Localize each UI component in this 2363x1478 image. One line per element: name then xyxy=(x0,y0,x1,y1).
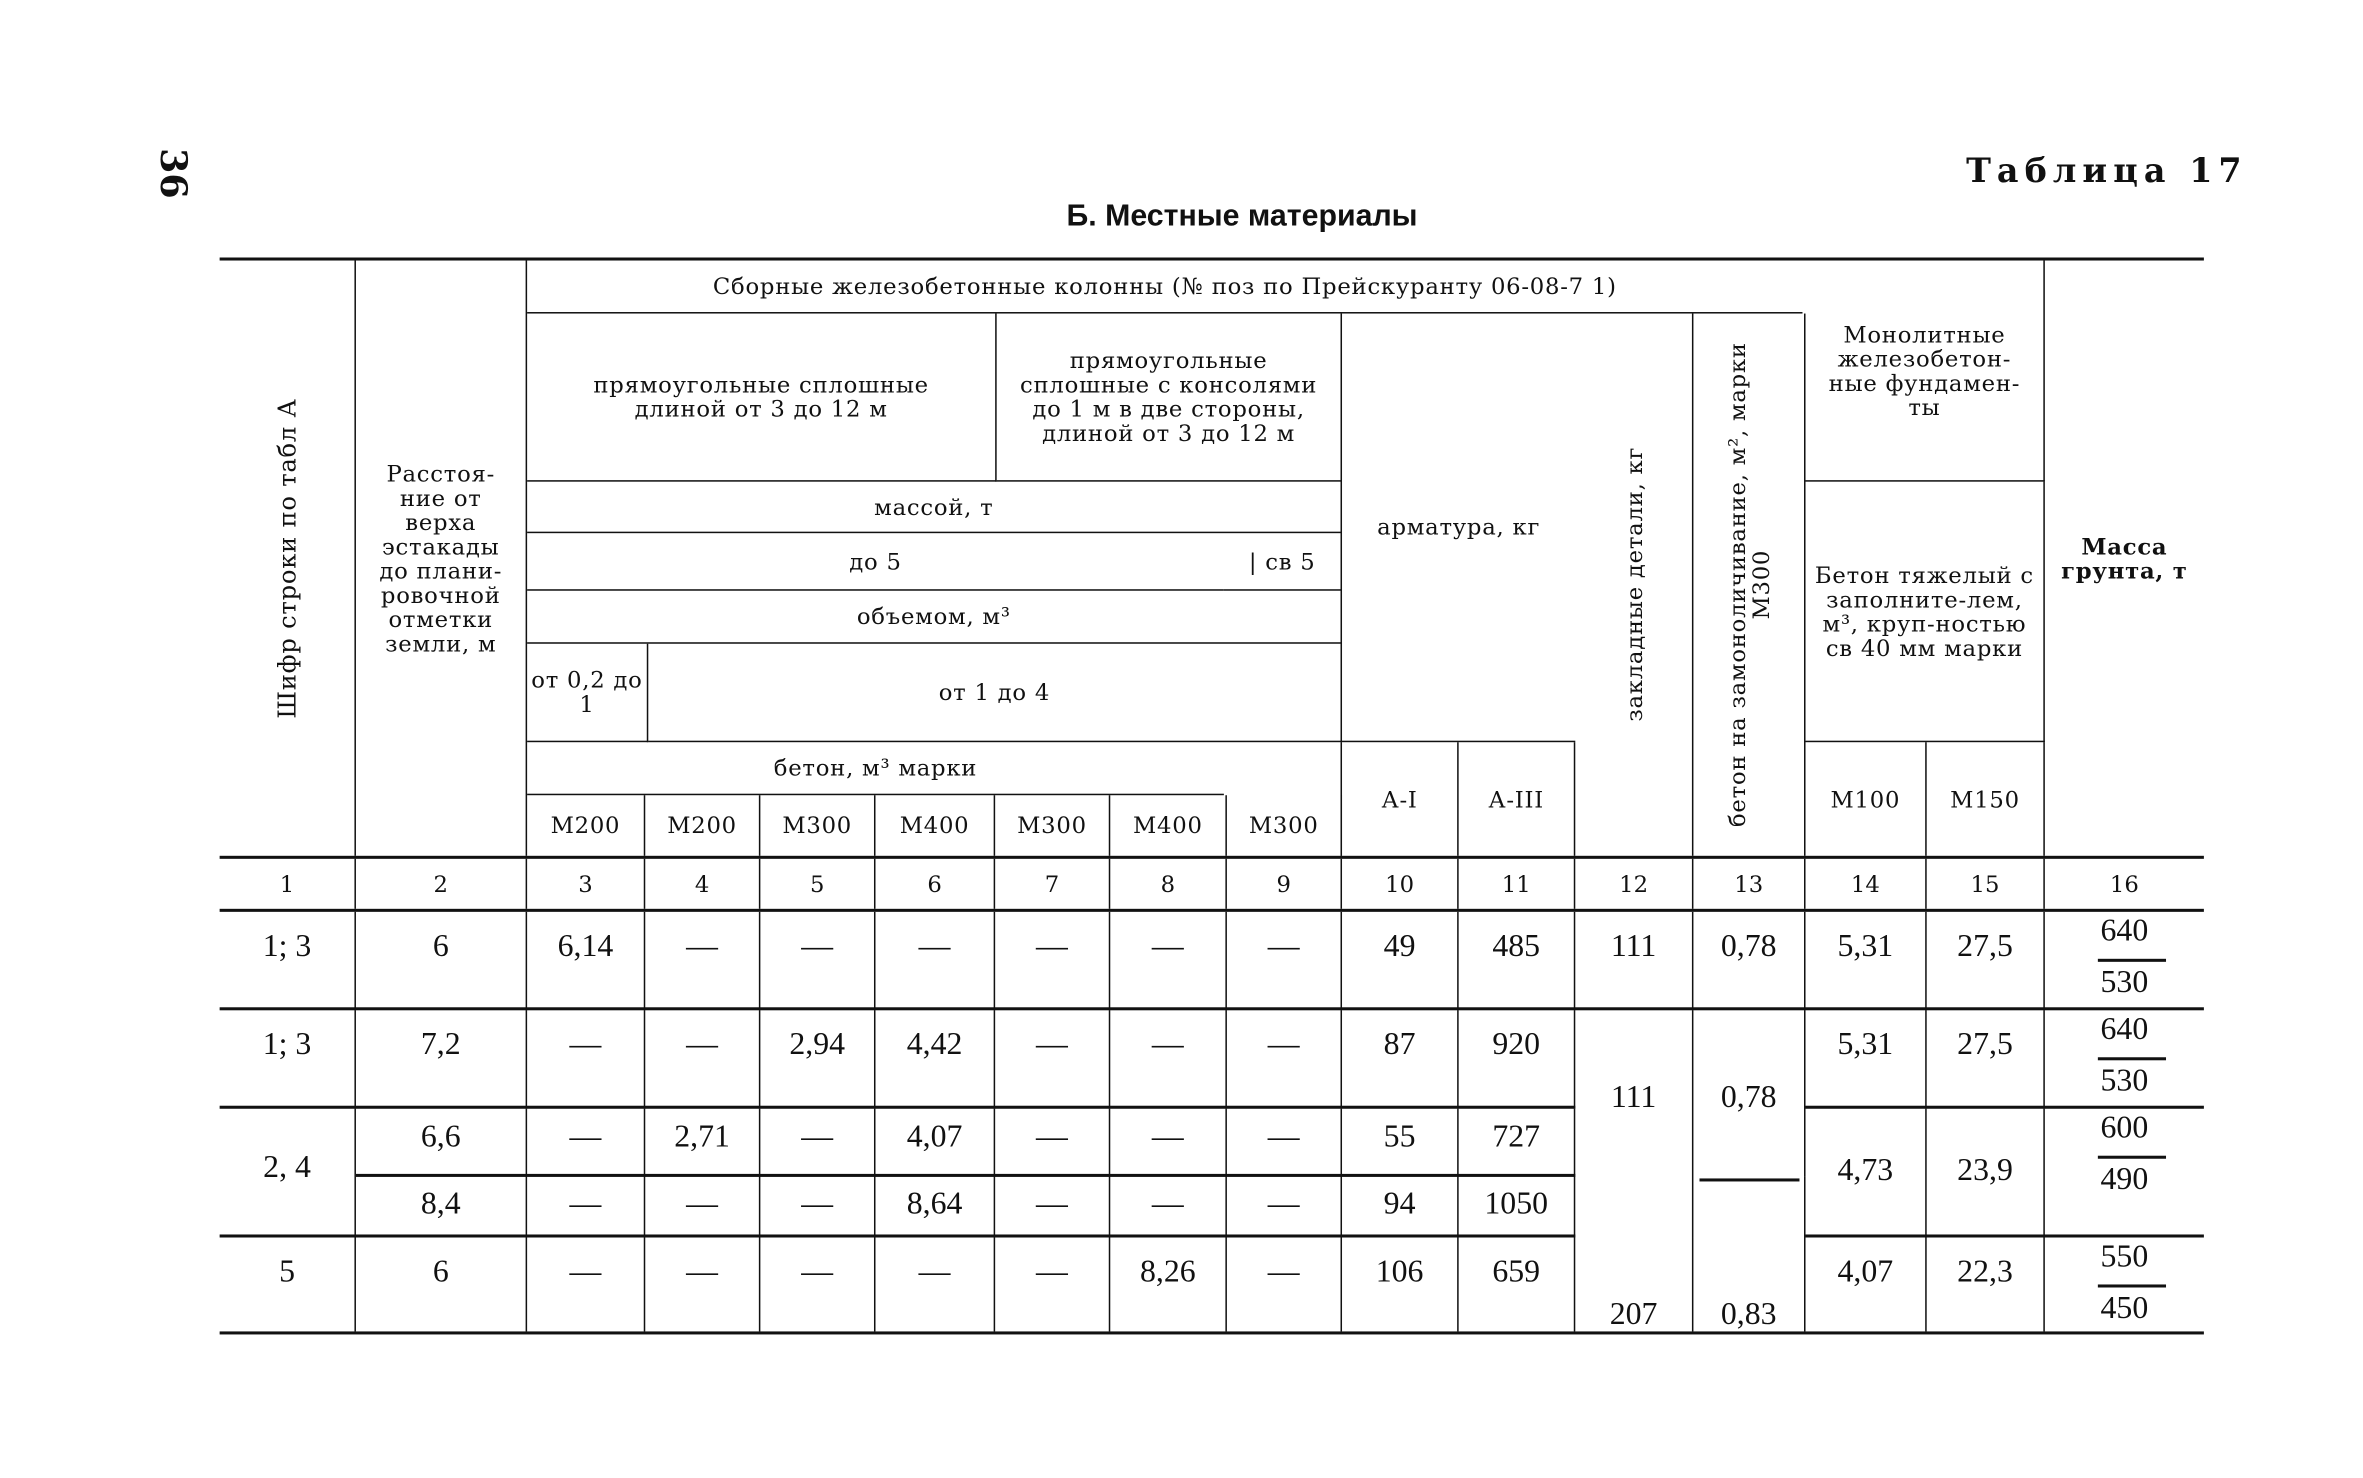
column-number: 16 xyxy=(2109,870,2139,898)
header-vol-large: от 1 до 4 xyxy=(648,644,1340,742)
table-cell-merged: 0,83 xyxy=(1693,1177,1805,1331)
column-number: 4 xyxy=(645,859,760,909)
table-cell: 920 xyxy=(1459,1010,1576,1108)
table-cell: — xyxy=(995,1238,1110,1332)
table-cell: 5 xyxy=(220,1238,356,1332)
table-cell: 6 xyxy=(356,912,527,1010)
header-soil-mass: Масса грунта, т xyxy=(2061,532,2188,584)
table-cell: — xyxy=(875,912,995,1010)
table-cell: 5,31 xyxy=(1806,1010,1927,1108)
table-cell: — xyxy=(760,1175,875,1237)
table-title: Б. Местные материалы xyxy=(1066,199,1418,234)
column-number: 3 xyxy=(527,859,645,909)
header-group-main: Сборные железобетонные колонны (№ поз по Прейскуранту 06-08-7 1) xyxy=(527,261,1802,314)
table-cell: — xyxy=(1227,1010,1342,1108)
table-cell: 106 xyxy=(1342,1238,1459,1332)
header-rebar-a1: А-I xyxy=(1341,742,1459,856)
soil-mass-numerator: 550 xyxy=(2100,1237,2149,1274)
column-number: 14 xyxy=(1806,859,1927,909)
table-cell: 4,42 xyxy=(875,1010,995,1108)
table-cell: 2,71 xyxy=(645,1109,760,1176)
table-cell: 5,31 xyxy=(1806,912,1927,1010)
table-cell-merged: 4,73 xyxy=(1806,1109,1927,1238)
header-over-5: | св 5 xyxy=(1224,533,1341,591)
table-cell: 727 xyxy=(1459,1109,1576,1176)
soil-mass-numerator: 640 xyxy=(2100,1010,2149,1047)
header-grade: М400 xyxy=(875,795,995,856)
header-embedded: закладные детали, кг xyxy=(1575,314,1693,856)
table-cell: 8,64 xyxy=(875,1175,995,1237)
header-grade: М200 xyxy=(645,795,760,856)
row-divider xyxy=(356,1174,1575,1176)
table-cell: 111 xyxy=(1575,912,1693,1010)
table-cell: — xyxy=(645,912,760,1010)
table-label: Таблица 17 xyxy=(1966,151,2248,191)
header-grade: М400 xyxy=(1110,795,1227,856)
table-cell: — xyxy=(645,1175,760,1237)
header-rebar-a3: А-III xyxy=(1459,742,1576,856)
soil-mass-denominator: 530 xyxy=(2100,963,2149,1000)
soil-mass-numerator: 640 xyxy=(2100,911,2149,949)
header-rule xyxy=(220,856,2204,858)
fraction-line xyxy=(2098,959,2166,961)
table-cell: 55 xyxy=(1342,1109,1459,1176)
fraction-line xyxy=(2098,1156,2166,1158)
header-grade: М300 xyxy=(760,795,875,856)
table-cell: — xyxy=(995,1175,1110,1237)
row-divider xyxy=(220,1106,1576,1108)
table-cell: 0,78 xyxy=(1693,912,1805,1010)
header-heavy-concrete: Бетон тяжелый с заполните-лем, м³, круп-ностью св 40 мм марки xyxy=(1806,482,2045,743)
header-volume: объемом, м³ xyxy=(527,591,1340,644)
header-up-to-5: до 5 xyxy=(527,533,1224,591)
table-cell: 2,94 xyxy=(760,1010,875,1108)
table-cell: 6,6 xyxy=(356,1109,527,1176)
table-cell: — xyxy=(645,1010,760,1108)
table-cell: — xyxy=(1110,1175,1227,1237)
table-cell: 94 xyxy=(1342,1175,1459,1237)
table-cell: — xyxy=(1227,912,1342,1010)
table-cell: — xyxy=(527,1010,645,1108)
table-cell: 6,14 xyxy=(527,912,645,1010)
column-number: 5 xyxy=(760,859,875,909)
table-cell: — xyxy=(1227,1238,1342,1332)
column-number: 2 xyxy=(356,859,527,909)
table-cell: — xyxy=(1227,1109,1342,1176)
header-monolithic: Монолитные железобетон-ные фундамен-ты xyxy=(1806,261,2045,482)
row-divider xyxy=(220,1007,2204,1009)
column-number: 9 xyxy=(1227,859,1342,909)
row-divider xyxy=(1806,1106,2204,1108)
header-grade: М200 xyxy=(527,795,645,856)
table-cell: 27,5 xyxy=(1927,1010,2045,1108)
column-number: 13 xyxy=(1693,859,1805,909)
header-col2: Расстоя-ние от верха эстакады до плани-ровочной отметки земли, м xyxy=(356,261,527,856)
header-grade: М300 xyxy=(1227,795,1342,856)
page-number: 36 xyxy=(151,148,196,199)
column-number: 15 xyxy=(1927,859,2045,909)
header-grade: М300 xyxy=(995,795,1110,856)
soil-mass-numerator: 600 xyxy=(2100,1108,2149,1146)
table-cell-merged: 207 xyxy=(1575,1238,1693,1332)
column-number: 7 xyxy=(995,859,1110,909)
table-cell: 8,4 xyxy=(356,1175,527,1237)
table-cell-merged: 0,78 xyxy=(1693,1010,1805,1177)
header-m100: М100 xyxy=(1806,742,1927,856)
header-grouting: бетон на замоноличивание, м², марки М300 xyxy=(1693,314,1805,856)
table-cell: — xyxy=(1110,912,1227,1010)
table-cell: 49 xyxy=(1342,912,1459,1010)
header-concrete-grade: бетон, м³ марки xyxy=(527,742,1224,795)
table-cell: 8,26 xyxy=(1110,1238,1227,1332)
table-cell: — xyxy=(760,912,875,1010)
table-cell: — xyxy=(760,1238,875,1332)
table-cell: 1; 3 xyxy=(220,912,356,1010)
table-cell: 1050 xyxy=(1459,1175,1576,1237)
table-cell: — xyxy=(527,1109,645,1176)
header-rect-solid: прямоугольные сплошные длиной от 3 до 12 м xyxy=(527,314,997,482)
table-cell: 87 xyxy=(1342,1010,1459,1108)
table-cell-merged: 111 xyxy=(1575,1010,1693,1237)
table-cell: 7,2 xyxy=(356,1010,527,1108)
soil-mass-denominator: 530 xyxy=(2100,1061,2149,1099)
fraction-line xyxy=(2098,1284,2166,1286)
table-cell: — xyxy=(995,1109,1110,1176)
column-number: 1 xyxy=(220,859,356,909)
table-cell: — xyxy=(1110,1109,1227,1176)
table-cell: 485 xyxy=(1459,912,1576,1010)
table-cell-merged: 2, 4 xyxy=(220,1109,356,1238)
table-cell: 27,5 xyxy=(1927,912,2045,1010)
table-cell: 659 xyxy=(1459,1238,1576,1332)
table-cell: 22,3 xyxy=(1927,1238,2045,1332)
table-cell: — xyxy=(760,1109,875,1176)
soil-mass-denominator: 490 xyxy=(2100,1160,2149,1197)
bottom-rule xyxy=(220,1331,2204,1334)
table-cell: 4,07 xyxy=(875,1109,995,1176)
header-vol-small: от 0,2 до 1 xyxy=(527,644,648,742)
table-cell: — xyxy=(645,1238,760,1332)
table-cell: — xyxy=(875,1238,995,1332)
header-m150: М150 xyxy=(1927,742,2045,856)
table-cell: 4,07 xyxy=(1806,1238,1927,1332)
column-number: 8 xyxy=(1110,859,1227,909)
table-cell: — xyxy=(527,1238,645,1332)
header-rect-console: прямоугольные сплошные с консолями до 1 м в две стороны, длиной от 3 до 12 м xyxy=(997,314,1341,482)
row-divider xyxy=(220,1234,1576,1236)
soil-mass-denominator: 450 xyxy=(2100,1289,2149,1326)
column-number: 6 xyxy=(875,859,995,909)
header-rebar: арматура, кг xyxy=(1341,314,1576,743)
table-cell: — xyxy=(527,1175,645,1237)
fraction-line xyxy=(2098,1057,2166,1059)
column-number: 10 xyxy=(1342,859,1459,909)
table-cell: 6 xyxy=(356,1238,527,1332)
header-col1: Шифр строки по табл А xyxy=(220,261,356,856)
table-cell: — xyxy=(995,1010,1110,1108)
table-cell: — xyxy=(1227,1175,1342,1237)
column-number: 11 xyxy=(1459,859,1576,909)
table-cell: — xyxy=(995,912,1110,1010)
header-mass: массой, т xyxy=(527,482,1340,533)
column-number: 12 xyxy=(1575,859,1693,909)
table-cell: 1; 3 xyxy=(220,1010,356,1108)
table-cell-merged: 23,9 xyxy=(1927,1109,2045,1238)
table-cell: — xyxy=(1110,1010,1227,1108)
